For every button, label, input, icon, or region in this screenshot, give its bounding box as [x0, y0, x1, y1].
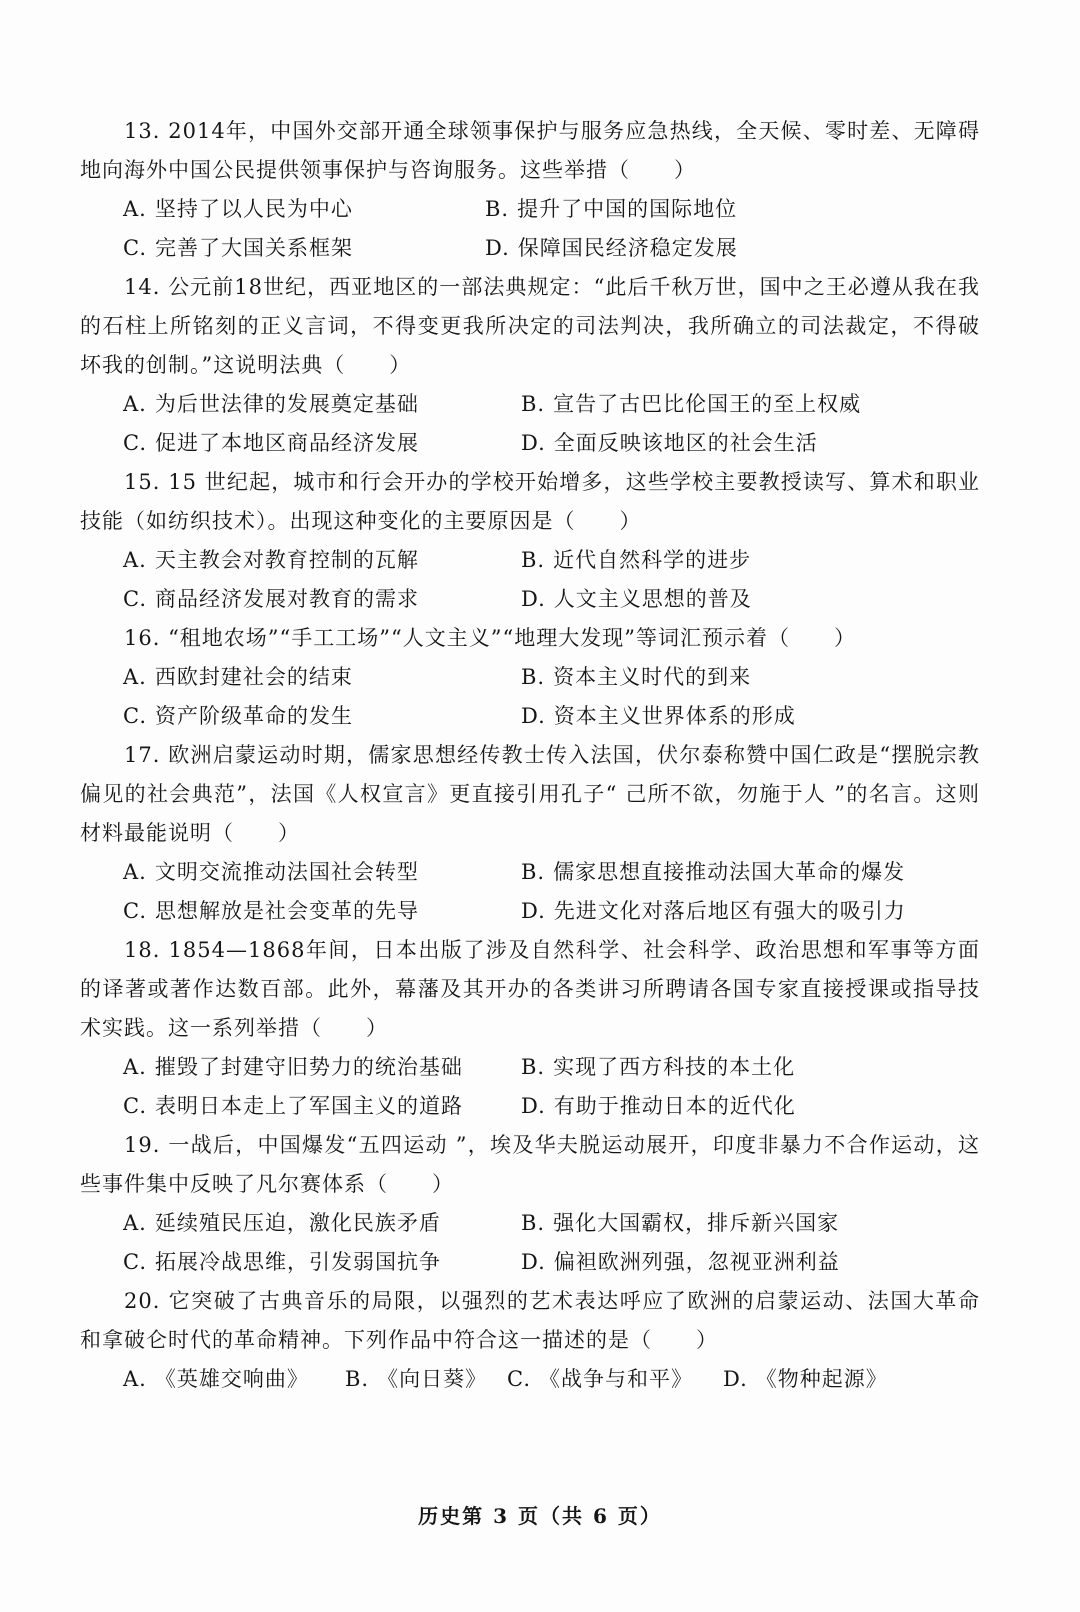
option-b[interactable]	[521, 541, 961, 580]
option-letter: B.	[485, 197, 510, 221]
option-a[interactable]	[123, 1048, 521, 1087]
option-c[interactable]	[123, 892, 521, 931]
option-text: 儒家思想直接推动法国大革命的爆发	[553, 860, 906, 884]
question-stem: 17. 欧洲启蒙运动时期，儒家思想经传教士传入法国，伏尔泰称赞中国仁政是“摆脱宗教偏见的社会典范”，法国《人权宣言》更直接引用孔子“ 己所不欲，勿施于人 ”的名言。这则材料最能说明（ ）	[80, 743, 980, 845]
option-letter: C.	[123, 587, 147, 611]
option-letter: A.	[123, 392, 147, 416]
option-text: 资本主义时代的到来	[553, 665, 752, 689]
option-letter: C.	[123, 236, 147, 260]
option-c[interactable]	[123, 229, 485, 268]
option-b[interactable]	[521, 1204, 961, 1243]
option-text: 资产阶级革命的发生	[155, 704, 353, 728]
option-letter: C.	[123, 704, 147, 728]
options	[80, 1048, 980, 1126]
options	[80, 1360, 980, 1399]
option-c[interactable]	[123, 580, 521, 619]
options	[80, 853, 980, 931]
option-d[interactable]	[521, 580, 961, 619]
option-d[interactable]	[521, 697, 961, 736]
option-text: 为后世法律的发展奠定基础	[154, 392, 419, 416]
option-letter: B.	[521, 1211, 546, 1235]
option-text: 全面反映该地区的社会生活	[553, 431, 818, 455]
options	[80, 385, 980, 463]
option-letter: C.	[507, 1367, 531, 1391]
option-b[interactable]	[521, 658, 961, 697]
question-14	[80, 268, 980, 463]
option-text: 文明交流推动法国社会转型	[154, 860, 419, 884]
question-list	[80, 112, 980, 1399]
question-13	[80, 112, 980, 268]
option-letter: B.	[521, 665, 546, 689]
option-letter: A.	[123, 1367, 147, 1391]
option-d[interactable]	[521, 1243, 961, 1282]
option-text: 宣告了古巴比伦国王的至上权威	[553, 392, 862, 416]
question-20	[80, 1282, 980, 1399]
question-stem: 14. 公元前18世纪，西亚地区的一部法典规定：“此后千秋万世，国中之王必遵从我在我的石柱上所铭刻的正义言词，不得变更我所决定的司法判决，我所确立的司法裁定，不得破坏我的创制。”这说明法典（ ）	[80, 275, 980, 377]
option-text: 商品经济发展对教育的需求	[155, 587, 419, 611]
option-text: 人文主义思想的普及	[553, 587, 752, 611]
option-c[interactable]	[123, 424, 521, 463]
options	[80, 190, 980, 268]
option-letter: D.	[521, 899, 546, 923]
option-b[interactable]	[521, 1048, 961, 1087]
option-letter: C.	[123, 1094, 147, 1118]
option-d[interactable]	[723, 1360, 963, 1399]
option-letter: C.	[123, 899, 147, 923]
options	[80, 658, 980, 736]
option-text: 实现了西方科技的本土化	[553, 1055, 796, 1079]
option-a[interactable]	[123, 853, 521, 892]
question-stem: 16. “租地农场”“手工工场”“人文主义”“地理大发现”等词汇预示着（ ）	[124, 626, 856, 650]
option-d[interactable]	[521, 1087, 961, 1126]
option-letter: D.	[485, 236, 510, 260]
question-stem: 20. 它突破了古典音乐的局限，以强烈的艺术表达呼应了欧洲的启蒙运动、法国大革命和拿破仑时代的革命精神。下列作品中符合这一描述的是（ ）	[80, 1289, 980, 1352]
question-stem: 15. 15 世纪起，城市和行会开办的学校开始增多，这些学校主要教授读写、算术和职业技能（如纺织技术）。出现这种变化的主要原因是（ ）	[80, 470, 980, 533]
option-letter: A.	[123, 197, 147, 221]
option-b[interactable]	[521, 385, 961, 424]
option-letter: A.	[123, 665, 147, 689]
option-text: 促进了本地区商品经济发展	[155, 431, 419, 455]
option-text: 资本主义世界体系的形成	[553, 704, 796, 728]
option-a[interactable]	[123, 1360, 345, 1399]
option-letter: B.	[521, 548, 546, 572]
option-text: 强化大国霸权，排斥新兴国家	[553, 1211, 840, 1235]
option-d[interactable]	[521, 892, 961, 931]
page-footer: 历史第 3 页（共 6 页）	[418, 1504, 662, 1528]
option-text: 偏袒欧洲列强，忽视亚洲利益	[553, 1250, 840, 1274]
option-letter: D.	[521, 587, 546, 611]
option-c[interactable]	[123, 1087, 521, 1126]
option-text: 思想解放是社会变革的先导	[155, 899, 419, 923]
option-text: 完善了大国关系框架	[155, 236, 353, 260]
option-text: 《物种起源》	[755, 1367, 888, 1391]
option-text: 《战争与和平》	[539, 1367, 693, 1391]
option-text: 有助于推动日本的近代化	[553, 1094, 796, 1118]
option-c[interactable]	[123, 1243, 521, 1282]
option-text: 提升了中国的国际地位	[517, 197, 738, 221]
option-text: 西欧封建社会的结束	[154, 665, 353, 689]
option-a[interactable]	[123, 1204, 521, 1243]
option-letter: A.	[123, 860, 147, 884]
option-letter: B.	[521, 392, 546, 416]
option-text: 坚持了以人民为中心	[154, 197, 353, 221]
option-c[interactable]	[507, 1360, 723, 1399]
option-text: 延续殖民压迫，激化民族矛盾	[154, 1211, 441, 1235]
option-letter: A.	[123, 548, 147, 572]
option-a[interactable]	[123, 541, 521, 580]
option-text: 拓展冷战思维，引发弱国抗争	[155, 1250, 441, 1274]
option-text: 《英雄交响曲》	[154, 1367, 309, 1391]
option-letter: A.	[123, 1055, 147, 1079]
option-letter: D.	[521, 1094, 546, 1118]
option-b[interactable]	[521, 853, 961, 892]
option-text: 先进文化对落后地区有强大的吸引力	[553, 899, 906, 923]
option-letter: A.	[123, 1211, 147, 1235]
question-stem: 19. 一战后，中国爆发“五四运动 ”，埃及华夫脱运动展开，印度非暴力不合作运动，这些事件集中反映了凡尔赛体系（ ）	[80, 1133, 980, 1196]
option-text: 表明日本走上了军国主义的道路	[155, 1094, 463, 1118]
option-text: 保障国民经济稳定发展	[517, 236, 738, 260]
option-letter: D.	[521, 431, 546, 455]
question-16	[80, 619, 980, 736]
option-letter: D.	[723, 1367, 748, 1391]
option-text: 摧毁了封建守旧势力的统治基础	[154, 1055, 463, 1079]
option-letter: D.	[521, 1250, 546, 1274]
option-text: 天主教会对教育控制的瓦解	[154, 548, 419, 572]
option-text: 《向日葵》	[377, 1367, 488, 1391]
options	[80, 1204, 980, 1282]
option-a[interactable]	[123, 190, 485, 229]
option-letter: B.	[521, 1055, 546, 1079]
option-c[interactable]	[123, 697, 521, 736]
option-b[interactable]	[345, 1360, 507, 1399]
option-d[interactable]	[521, 424, 961, 463]
option-letter: D.	[521, 704, 546, 728]
question-19	[80, 1126, 980, 1282]
option-text: 近代自然科学的进步	[553, 548, 752, 572]
option-d[interactable]	[485, 229, 925, 268]
option-a[interactable]	[123, 658, 521, 697]
question-17	[80, 736, 980, 931]
question-stem: 18. 1854—1868年间，日本出版了涉及自然科学、社会科学、政治思想和军事等方面的译著或著作达数百部。此外，幕藩及其开办的各类讲习所聘请各国专家直接授课或指导技术实践。这一系列举措（ ）	[80, 938, 980, 1040]
option-letter: B.	[521, 860, 546, 884]
question-18	[80, 931, 980, 1126]
option-b[interactable]	[485, 190, 925, 229]
option-letter: B.	[345, 1367, 370, 1391]
options	[80, 541, 980, 619]
question-stem: 13. 2014年，中国外交部开通全球领事保护与服务应急热线，全天候、零时差、无障碍地向海外中国公民提供领事保护与咨询服务。这些举措（ ）	[80, 119, 980, 182]
option-letter: C.	[123, 431, 147, 455]
question-15	[80, 463, 980, 619]
option-letter: C.	[123, 1250, 147, 1274]
option-a[interactable]	[123, 385, 521, 424]
